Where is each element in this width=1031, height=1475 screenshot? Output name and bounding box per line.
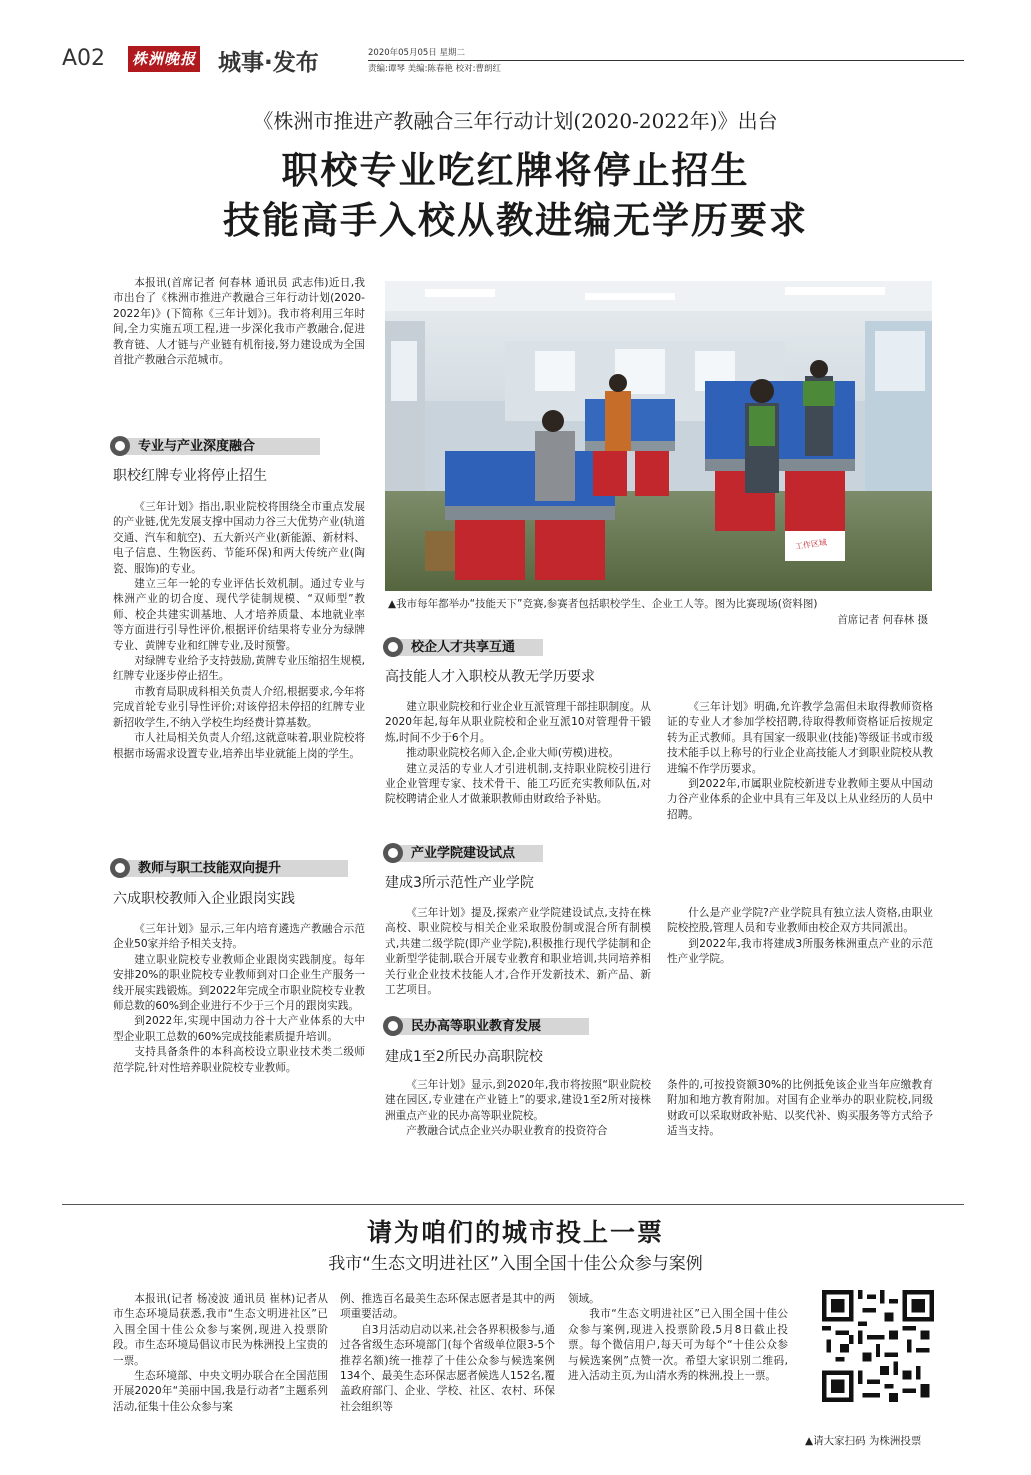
section-subtitle-5: 建成1至2所民办高职院校	[385, 1049, 543, 1065]
workshop-photo-illustration	[385, 281, 932, 591]
paragraph: 建立职业院校和行业企业互派管理干部挂职制度。从2020年起,每年从职业院校和企业互派10对管理骨干锻炼,时间不少于6个月。	[385, 701, 651, 744]
section-4-left-body	[385, 906, 651, 998]
paragraph: 市人社局相关负责人介绍,这就意味着,职业院校将根据市场需求设置专业,培养出毕业就能上岗的学生。	[113, 732, 365, 760]
section-3-left-body	[385, 700, 651, 808]
paragraph: 条件的,可按投资额30%的比例抵免该企业当年应缴教育附加和地方教育附加。对国有企业举办的职业院校,同级财政可以采取财政补贴、以奖代补、购买服务等方式给予适当支持。	[667, 1079, 933, 1138]
page-number: A02	[62, 46, 106, 71]
paragraph: 建立三年一轮的专业评估长效机制。通过专业与株洲产业的切合度、现代学徒制规模、“双师型”教师、校企共建实训基地、人才培养质量、本地就业率等方面进行引导性评价,根据评价结果将专业分为绿牌专业、黄牌专业和红牌专业,及时预警。	[113, 578, 365, 652]
section-heading-label: 教师与职工技能双向提升	[138, 861, 282, 876]
paragraph: 市教育局职成科相关负责人介绍,根据要求,今年将完成首轮专业引导性评价;对该停招未停招的红牌专业新招收学生,不纳入学校生均经费计算基数。	[113, 685, 365, 729]
section-heading-label: 校企人才共享互通	[411, 640, 516, 655]
photo-caption: ▲我市每年都举办“技能天下”竞赛,参赛者包括职校学生、企业工人等。图为比赛现场(资料图)	[388, 598, 818, 610]
qr-caption: ▲请大家扫码 为株洲投票	[805, 1435, 922, 1447]
section-5-left-body	[385, 1078, 651, 1140]
headline-line1: 职校专业吃红牌将停止招生	[281, 149, 750, 192]
bullet-circle-icon	[383, 1016, 403, 1036]
headline-line2: 技能高手入校从教进编无学历要求	[223, 199, 808, 242]
bullet-circle-icon	[383, 843, 403, 863]
paragraph: 到2022年,实现中国动力谷十大产业体系的大中型企业职工总数的60%完成技能素质提升培训。	[113, 1015, 365, 1043]
paragraph: 建立职业院校专业教师企业跟岗实践制度。每年安排20%的职业院校专业教师到对口企业生产服务一线开展实践锻炼。到2022年完成全市职业院校专业教师总数的60%到企业进行不少于三个月的跟岗实践。	[113, 953, 365, 1013]
headline-kicker: 《株洲市推进产教融合三年行动计划(2020-2022年)》出台	[253, 109, 778, 133]
paragraph: 自3月活动启动以来,社会各界积极参与,通过各省级生态环境部门(每个省级单位限3-5个推荐名额)统一推荐了十佳公众参与候选案例134个、最美生态环保志愿者候选人152名,覆盖政府部门、企业、学校、社区、农村、环保社会组织等	[340, 1323, 555, 1413]
newspaper-logo: 株洲晚报	[128, 46, 200, 72]
bullet-circle-icon	[110, 436, 130, 456]
masthead-meta	[368, 47, 465, 59]
section-subtitle-3: 高技能人才入职校从教无学历要求	[385, 669, 595, 685]
section-2-body	[113, 922, 365, 1076]
paragraph: 《三年计划》明确,允许教学急需但未取得教师资格证的专业人才参加学校招聘,待取得教师资格证后按规定转为正式教师。具有国家一级职业(技能)等级证书或市级技术能手以上称号的行业企业高技能人才到职业院校从教进编不作学历要求。	[667, 701, 933, 775]
section-heading-label: 专业与产业深度融合	[138, 439, 256, 454]
paragraph: 到2022年,市属职业院校新进专业教师主要从中国动力谷产业体系的企业中具有三年及以上从业经历的人员中招聘。	[667, 778, 933, 821]
section-heading-label: 产业学院建设试点	[411, 846, 516, 861]
section-heading-label: 民办高等职业教育发展	[411, 1019, 542, 1034]
paragraph: 本报讯(记者 杨凌波 通讯员 崔林)记者从市生态环境局获悉,我市“生态文明进社区”已入围全国十佳公众参与案例,现进入投票阶段。市生态环境局倡议市民为株洲投上宝贵的一票。	[113, 1293, 328, 1367]
date-line: 2020年05月05日 星期二	[368, 48, 465, 58]
section-title: 城事·发布	[218, 50, 319, 76]
paragraph: 《三年计划》提及,探索产业学院建设试点,支持在株高校、职业院校与相关企业采取股份制或混合所有制模式,共建二级学院(即产业学院),积极推行现代学徒制和企业新型学徒制,联合开展专业教育和职业培训,共同培养相关行业企业技术技能人才,合作开发新技术、新产品、新工艺项目。	[385, 907, 651, 997]
staff-line: 责编:谭琴 美编:陈春艳 校对:曹朗红	[368, 64, 501, 74]
photo-credit: 首席记者 何春林 摄	[837, 614, 928, 626]
section-5-right-body	[667, 1078, 933, 1140]
paragraph: 例、推选百名最美生态环保志愿者是其中的两项重要活动。	[340, 1293, 555, 1321]
lead-paragraph: 本报讯(首席记者 何春林 通讯员 武志伟)近日,我市出台了《株洲市推进产教融合三年行动计划(2020-2022年)》(下简称《三年计划》)。我市将利用三年时间,全力实施五项工程,进一步深化我市产教融合,促进教育链、人才链与产业链有机衔接,努力建设成为全国首批产教融合示范城市。	[113, 277, 365, 367]
paragraph: 支持具备条件的本科高校设立职业技术类二级师范学院,针对性培养职业院校专业教师。	[113, 1046, 365, 1074]
news-photo	[385, 281, 932, 591]
paragraph: 我市“生态文明进社区”已入围全国十佳公众参与案例,现进入投票阶段,5月8日截止投票。每个微信用户,每天可为每个“十佳公众参与候选案例”点赞一次。希望大家识别二维码,进入活动主页,为山清水秀的株洲,投上一票。	[568, 1308, 788, 1383]
paragraph: 生态环境部、中央文明办联合在全国范围开展2020年“美丽中国,我是行动者”主题系列活动,征集十佳公众参与案	[113, 1370, 328, 1413]
paragraph: 推动职业院校名师入企,企业大师(劳模)进校。	[406, 747, 620, 760]
section-subtitle-1: 职校红牌专业将停止招生	[113, 468, 267, 484]
masthead-rule	[368, 60, 964, 61]
paragraph: 到2022年,我市将建成3所服务株洲重点产业的示范性产业学院。	[667, 937, 933, 966]
paragraph: 什么是产业学院?产业学院具有独立法人资格,由职业院校控股,管理人员和专业教师由校企双方共同派出。	[667, 907, 933, 935]
qr-code-icon[interactable]	[822, 1290, 934, 1402]
paragraph: 领域。	[568, 1293, 600, 1305]
section-3-right-body	[667, 700, 933, 823]
story-separator	[62, 1204, 964, 1205]
paragraph: 《三年计划》显示,三年内培育遴选产教融合示范企业50家并给予相关支持。	[113, 923, 365, 951]
bottom-subhead: 我市“生态文明进社区”入围全国十佳公众参与案例	[328, 1254, 703, 1274]
paragraph: 《三年计划》显示,到2020年,我市将按照“职业院校建在园区,专业建在产业链上”的要求,建设1至2所对接株洲重点产业的民办高等职业院校。	[385, 1079, 651, 1122]
bottom-col-1	[113, 1292, 328, 1415]
bullet-circle-icon	[383, 637, 403, 657]
section-1-body	[113, 500, 365, 762]
workshop-sign: 工作区域	[794, 537, 828, 552]
paragraph: 产教融合试点企业兴办职业教育的投资符合	[406, 1125, 608, 1138]
section-4-right-body	[667, 906, 933, 968]
paragraph: 建立灵活的专业人才引进机制,支持职业院校引进行业企业管理专家、技术骨干、能工巧匠充实教师队伍,对院校聘请企业人才做兼职教师由财政给予补贴。	[385, 762, 651, 806]
section-subtitle-4: 建成3所示范性产业学院	[385, 875, 534, 891]
section-subtitle-2: 六成职校教师入企业跟岗实践	[113, 891, 295, 907]
lead-paragraph-block	[113, 276, 365, 368]
bottom-col-2	[340, 1292, 555, 1415]
paragraph: 对绿牌专业给予支持鼓励,黄牌专业压缩招生规模,红牌专业逐步停止招生。	[113, 655, 365, 683]
bottom-headline: 请为咱们的城市投上一票	[366, 1218, 664, 1247]
bottom-col-3	[568, 1292, 788, 1384]
paragraph: 《三年计划》指出,职业院校将围绕全市重点发展的产业链,优先发展支撑中国动力谷三大优势产业(轨道交通、汽车和航空)、五大新兴产业(新能源、新材料、电子信息、生物医药、节能环保)和两大传统产业(陶瓷、服饰)的专业。	[113, 501, 365, 575]
bullet-circle-icon	[110, 858, 130, 878]
